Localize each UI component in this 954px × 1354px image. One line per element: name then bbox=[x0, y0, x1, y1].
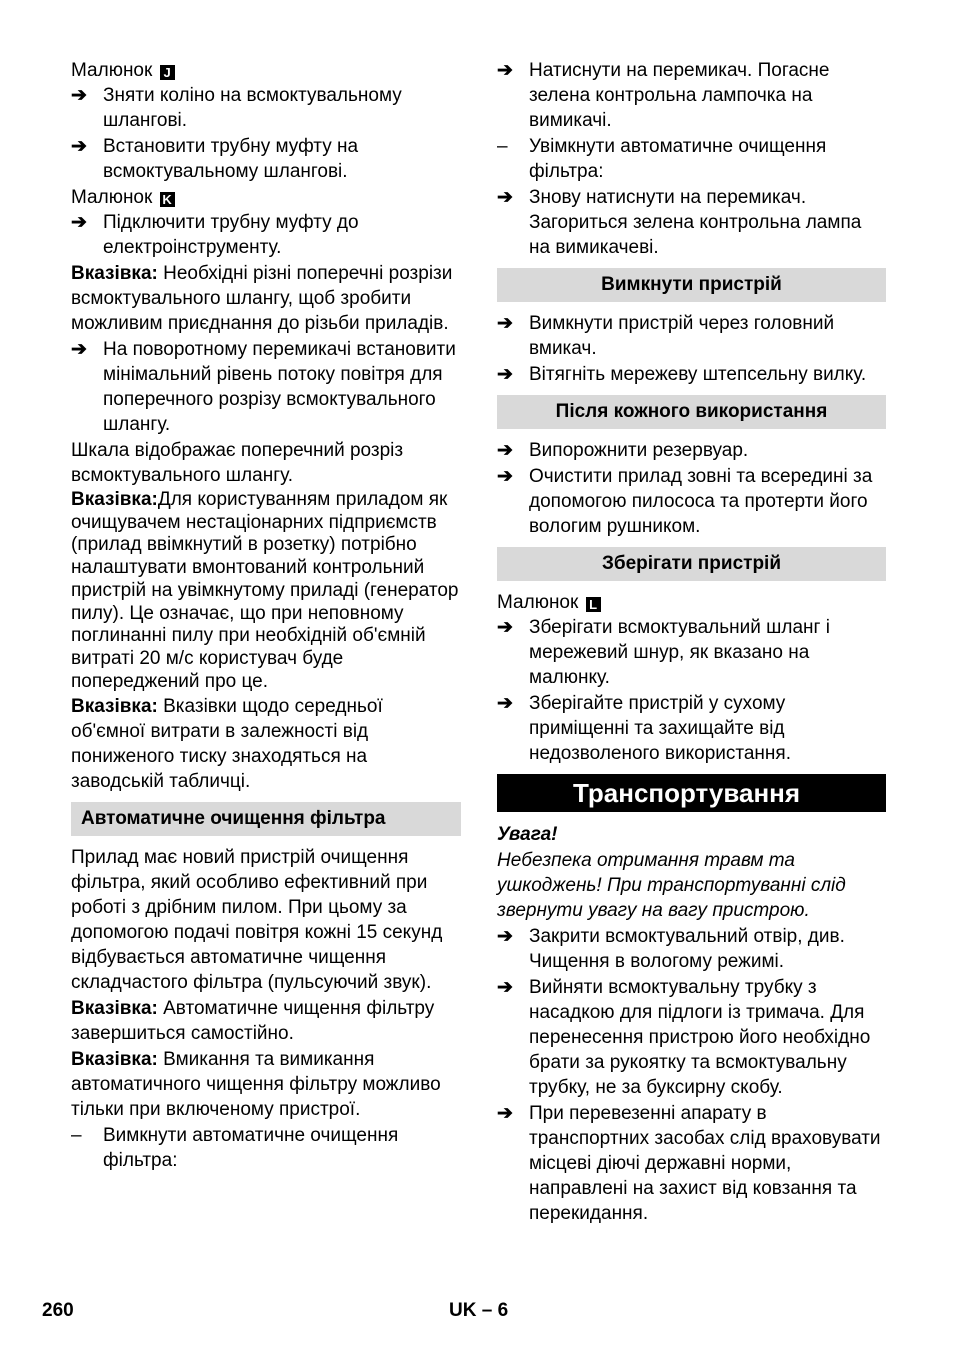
page-label: UK – 6 bbox=[449, 1300, 509, 1321]
figure-letter-l: L bbox=[586, 597, 601, 612]
instruction-item: ➔ Підключити трубну муфту до електроінструменту. bbox=[71, 212, 359, 258]
figure-ref-j: Малюнок J bbox=[71, 58, 461, 83]
instruction-item: ➔ Закрити всмоктувальний отвір, див. Чищення в вологому режимі. bbox=[497, 926, 845, 972]
warning-text: Небезпека отримання травм та ушкоджень! При транспортуванні слід звернути увагу на вагу пристрою. bbox=[497, 850, 846, 921]
section-heading-auto-filter: Автоматичне очищення фільтра bbox=[71, 802, 461, 836]
arrow-icon: ➔ bbox=[71, 339, 87, 360]
figure-letter-j: J bbox=[160, 65, 175, 80]
arrow-icon: ➔ bbox=[71, 85, 87, 106]
arrow-icon: ➔ bbox=[71, 212, 87, 233]
instruction-item: ➔ Зняти коліно на всмоктувальному шлангові. bbox=[71, 85, 402, 131]
right-column bbox=[497, 58, 886, 1227]
note-paragraph: Вказівка: Автоматичне чищення фільтру завершиться самостійно. bbox=[71, 998, 435, 1045]
figure-letter-k: K bbox=[160, 192, 175, 207]
instruction-item: ➔ Зберігати всмоктувальний шланг і мережевий шнур, як вказано на малюнку. bbox=[497, 617, 830, 688]
left-column bbox=[71, 58, 461, 1174]
arrow-icon: ➔ bbox=[497, 187, 513, 208]
arrow-icon: ➔ bbox=[71, 136, 87, 157]
arrow-icon: ➔ bbox=[497, 926, 513, 947]
instruction-item: ➔ Випорожнити резервуар. bbox=[497, 440, 749, 461]
note-paragraph: Вказівка: Необхідні різні поперечні розрізи всмоктувального шлангу, щоб зробити можливим приєднання до різьби приладів. bbox=[71, 263, 453, 334]
arrow-icon: ➔ bbox=[497, 440, 513, 461]
dash-item: – Увімкнути автоматичне очищення фільтра: bbox=[497, 136, 827, 182]
arrow-icon: ➔ bbox=[497, 60, 513, 81]
arrow-icon: ➔ bbox=[497, 977, 513, 998]
instruction-item: ➔ Натиснути на перемикач. Погасне зелена контрольна лампочка на вимикачі. bbox=[497, 60, 830, 131]
instruction-item: ➔ Встановити трубну муфту на всмоктувальному шлангові. bbox=[71, 136, 359, 182]
section-heading-after-use: Після кожного використання bbox=[497, 395, 886, 429]
dash-icon: – bbox=[497, 136, 508, 157]
figure-ref-k: Малюнок K bbox=[71, 185, 461, 210]
dash-icon: – bbox=[71, 1125, 82, 1147]
instruction-item: ➔ Вітягніть мережеву штепсельну вилку. bbox=[497, 364, 867, 385]
instruction-item: ➔ Очистити прилад зовні та всередині за допомогою пилососа та протерти його вологим рушником. bbox=[497, 466, 873, 537]
instruction-item: ➔ На поворотному перемикачі встановити мінімальний рівень потоку повітря для поперечного розрізу всмоктувального шлангу. bbox=[71, 339, 456, 435]
chapter-title-transport: Транспортування bbox=[497, 774, 886, 812]
arrow-icon: ➔ bbox=[497, 364, 513, 385]
page-number: 260 bbox=[42, 1300, 74, 1321]
instruction-item: ➔ Знову натиснути на перемикач. Загориться зелена контрольна лампа на вимикачеві. bbox=[497, 187, 862, 258]
figure-ref-l: Малюнок L bbox=[497, 590, 886, 615]
note-paragraph: Вказівка: Вказівки щодо середньої об'ємної витрати в залежності від пониженого тиску знаходяться на заводській табличці. bbox=[71, 696, 383, 793]
arrow-icon: ➔ bbox=[497, 1103, 513, 1124]
arrow-icon: ➔ bbox=[497, 617, 513, 638]
arrow-icon: ➔ bbox=[497, 466, 513, 487]
body-paragraph: Прилад має новий пристрій очищення фільтра, який особливо ефективний при роботі з дрібним пилом. При цьому за допомогою подачі повітря кожні 15 секунд відбувається автоматичне чищення складчастого фільтра (пульсуючий звук). bbox=[71, 847, 443, 994]
section-heading-storage: Зберігати пристрій bbox=[497, 547, 886, 581]
instruction-item: ➔ Вимкнути пристрій через головний вмикач. bbox=[497, 313, 835, 359]
arrow-icon: ➔ bbox=[497, 313, 513, 334]
instruction-item: ➔ При перевезенні апарату в транспортних засобах слід враховувати місцеві діючі державні норми, направлені на захист від ковзання та перекидання. bbox=[497, 1103, 881, 1224]
section-heading-switch-off: Вимкнути пристрій bbox=[497, 268, 886, 302]
instruction-item: ➔ Вийняти всмоктувальну трубку з насадкою для підлоги із тримача. Для перенесення пристрою його необхідно брати за рукоятку та всмоктувальну трубку, не за буксирну скобу. bbox=[497, 977, 871, 1098]
arrow-icon: ➔ bbox=[497, 693, 513, 714]
instruction-item: ➔ Зберігайте пристрій у сухому приміщенні та захищайте від недозволеного використання. bbox=[497, 693, 791, 764]
warning-title: Увага! bbox=[497, 824, 558, 845]
body-paragraph: Шкала відображає поперечний розріз всмоктувального шлангу. bbox=[71, 440, 404, 486]
note-paragraph: Вказівка:Для користуванням приладом як очищувачем нестаціонарних підприємств (прилад ввімкнутий в розетку) потрібно налаштувати вмонтований контрольний пристрій на увімкнутому приладі (генератор пилу). Це означає, що при неповному поглинанні пилу при необхідній об'ємній витраті 20 м/с користувач буде попереджений про це. bbox=[71, 489, 459, 692]
note-paragraph: Вказівка: Вмикання та вимикання автоматичного чищення фільтру можливо тільки при включеному пристрої. bbox=[71, 1049, 441, 1121]
dash-item: – Вимкнути автоматичне очищення фільтра: bbox=[71, 1125, 399, 1172]
